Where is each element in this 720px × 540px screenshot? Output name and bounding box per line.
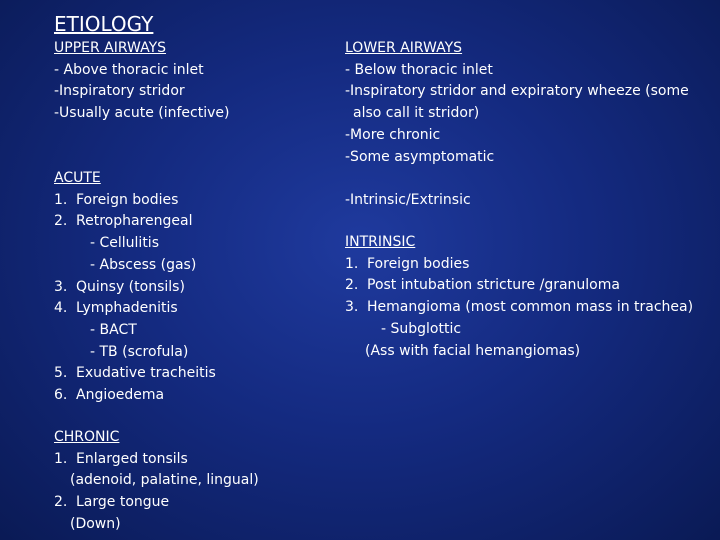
chronic-item-2-sub: (Down) xyxy=(70,515,121,532)
chronic-section xyxy=(54,427,334,536)
acute-item-4-sub-1: - BACT xyxy=(90,321,137,338)
slide-title: ETIOLOGY xyxy=(54,12,154,36)
acute-item-3: 3. Quinsy (tonsils) xyxy=(54,278,185,295)
upper-airways-section xyxy=(54,38,334,125)
lower-airways-heading: LOWER AIRWAYS xyxy=(345,40,463,56)
acute-item-6: 6. Angioedema xyxy=(54,387,165,404)
acute-heading: ACUTE xyxy=(54,170,101,186)
chronic-heading: CHRONIC xyxy=(54,429,120,445)
upper-airways-heading: UPPER AIRWAYS xyxy=(54,40,167,56)
intrinsic-item-3: 3. Hemangioma (most common mass in trachea) xyxy=(345,299,694,316)
upper-line-3: -Usually acute (infective) xyxy=(54,105,230,122)
intrinsic-extrinsic-line: -Intrinsic/Extrinsic xyxy=(345,192,471,208)
acute-item-1: 1. Foreign bodies xyxy=(54,191,179,208)
intrinsic-section xyxy=(345,232,715,362)
upper-line-2: -Inspiratory stridor xyxy=(54,83,185,100)
acute-item-2: 2. Retropharengeal xyxy=(54,213,193,230)
acute-item-2-sub-1: - Cellulitis xyxy=(90,235,159,252)
upper-line-1: - Above thoracic inlet xyxy=(54,61,204,78)
acute-item-4: 4. Lymphadenitis xyxy=(54,300,178,317)
lower-line-3: also call it stridor) xyxy=(353,105,480,122)
intrinsic-item-2: 2. Post intubation stricture /granuloma xyxy=(345,277,620,294)
chronic-item-2: 2. Large tongue xyxy=(54,494,170,511)
intrinsic-item-3-sub-1: - Subglottic xyxy=(381,320,462,337)
chronic-item-1-sub: (adenoid, palatine, lingual) xyxy=(70,472,259,489)
lower-line-2: -Inspiratory stridor and expiratory wheeze (some xyxy=(345,83,689,100)
intrinsic-item-1: 1. Foreign bodies xyxy=(345,255,470,272)
intrinsic-item-3-sub-2: (Ass with facial hemangiomas) xyxy=(365,342,581,359)
acute-item-4-sub-2: - TB (scrofula) xyxy=(90,343,189,360)
intrinsic-heading: INTRINSIC xyxy=(345,234,416,250)
acute-section xyxy=(54,168,334,407)
chronic-item-1: 1. Enlarged tonsils xyxy=(54,450,188,467)
lower-line-4: -More chronic xyxy=(345,126,441,143)
lower-airways-section xyxy=(345,38,715,168)
lower-line-5: -Some asymptomatic xyxy=(345,148,495,165)
acute-item-5: 5. Exudative tracheitis xyxy=(54,365,216,382)
lower-line-1: - Below thoracic inlet xyxy=(345,61,493,78)
acute-item-2-sub-2: - Abscess (gas) xyxy=(90,256,197,273)
